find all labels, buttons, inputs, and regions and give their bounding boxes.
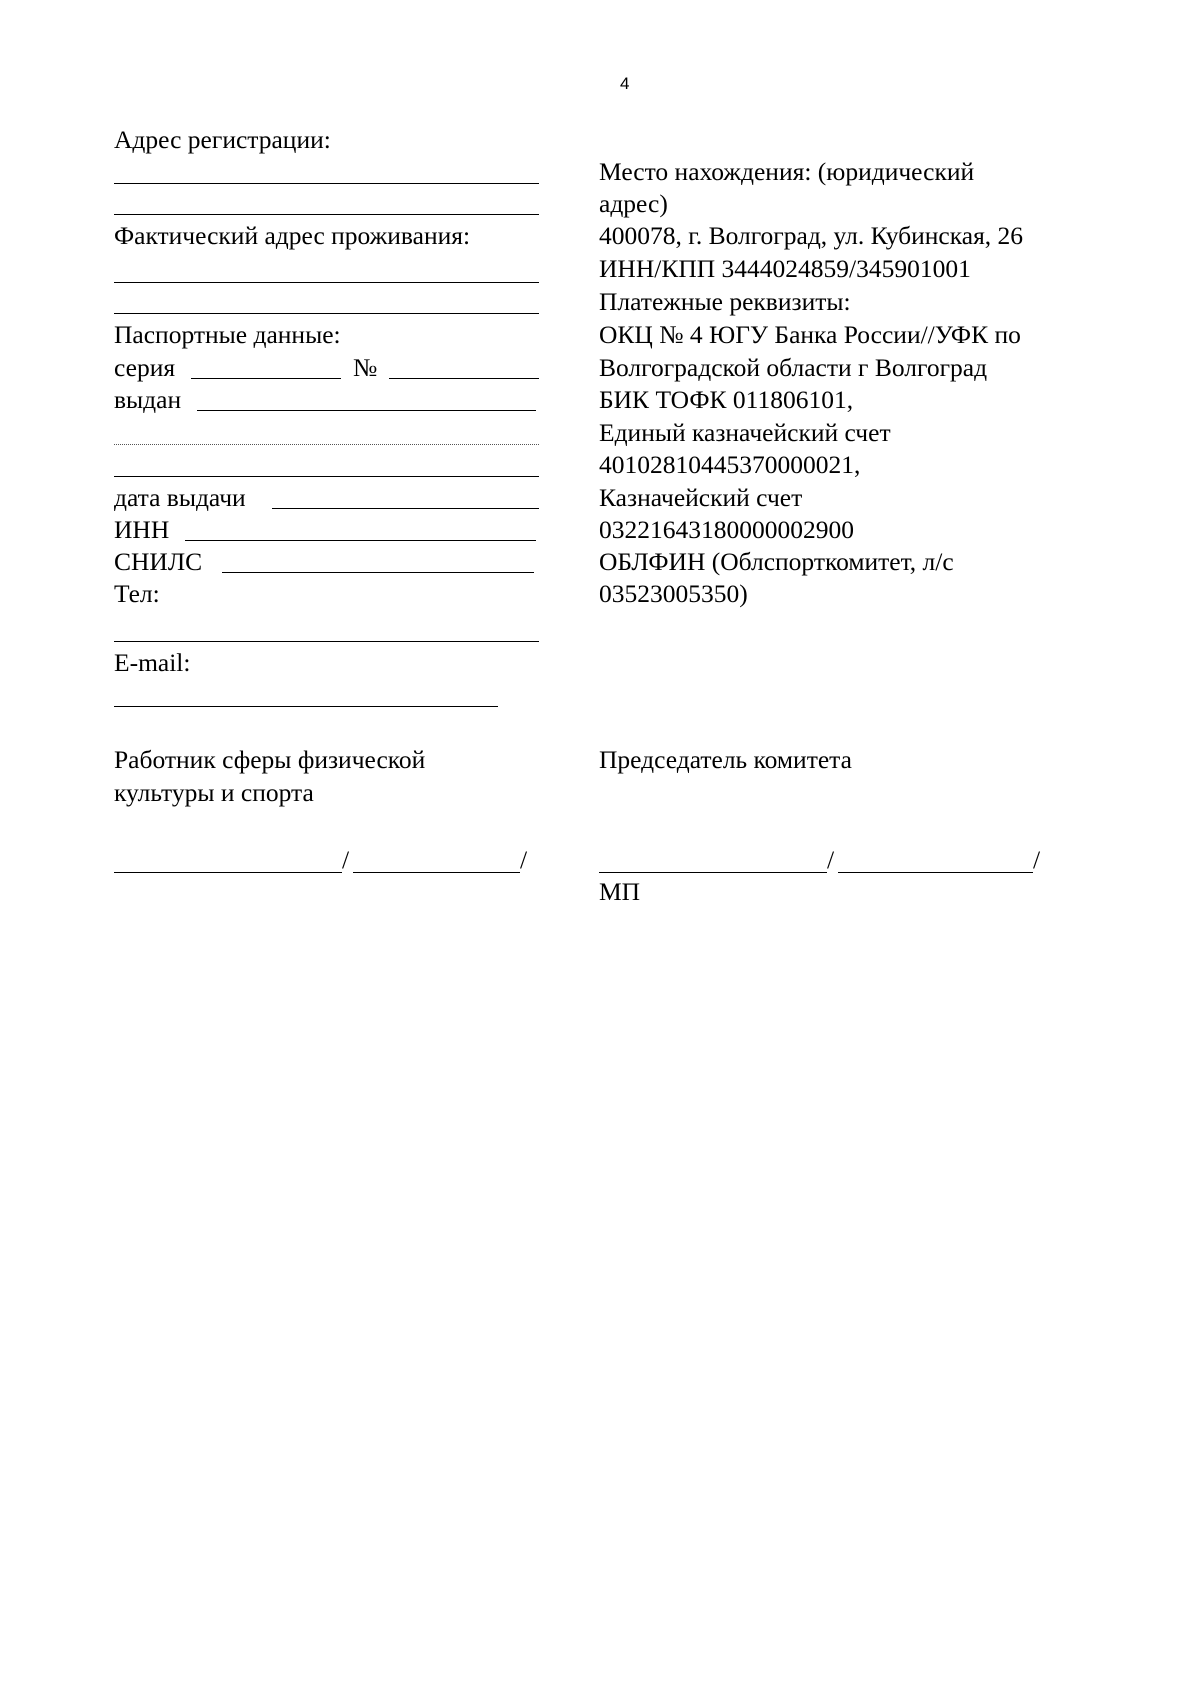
email-field-rule (114, 706, 498, 707)
worker-signature-rule (114, 872, 342, 873)
right-line-1: Место нахождения: (юридический (599, 157, 975, 186)
right-line-6: ОКЦ № 4 ЮГУ Банка России//УФК по (599, 320, 1021, 349)
email-label: E-mail: (114, 648, 191, 677)
series-label: серия (114, 353, 176, 382)
right-line-14: 03523005350) (599, 579, 748, 608)
worker-signature-slash-2: / (520, 845, 528, 874)
right-line-4: ИНН/КПП 3444024859/345901001 (599, 254, 971, 283)
right-line-12: 03221643180000002900 (599, 515, 854, 544)
right-line-7: Волгоградской области г Волгоград (599, 353, 988, 382)
snils-label: СНИЛС (114, 547, 203, 576)
reg-address-label: Адрес регистрации: (114, 125, 331, 154)
inn-label: ИНН (114, 515, 170, 544)
issued-field-rule (197, 410, 536, 411)
issue-date-rule (272, 508, 539, 509)
stamp-label: МП (599, 877, 641, 906)
inn-field-rule (185, 540, 536, 541)
phone-field-rule (114, 641, 539, 642)
reg-address-rule-1 (114, 183, 539, 184)
right-line-2: адрес) (599, 189, 668, 218)
right-line-9: Единый казначейский счет (599, 418, 891, 447)
issued-rule-3 (114, 476, 539, 477)
right-line-11: Казначейский счет (599, 483, 803, 512)
snils-field-rule (222, 572, 534, 573)
chairman-signature-slash-2: / (1033, 845, 1041, 874)
worker-title-line-1: Работник сферы физической (114, 745, 426, 774)
chairman-signature-slash-1: / (827, 845, 835, 874)
worker-title-line-2: культуры и спорта (114, 778, 314, 807)
passport-number-rule (389, 378, 539, 379)
series-field-rule (191, 378, 341, 379)
issued-rule-2 (114, 444, 539, 445)
reg-address-rule-2 (114, 214, 539, 215)
passport-series-line (114, 352, 175, 384)
actual-address-rule-1 (114, 282, 539, 283)
chairman-signature-rule (599, 872, 827, 873)
worker-signature-slash-1: / (342, 845, 350, 874)
page-number: 4 (620, 74, 630, 93)
right-line-8: БИК ТОФК 011806101, (599, 385, 854, 414)
chairman-name-rule (838, 872, 1033, 873)
issued-label: выдан (114, 385, 182, 414)
passport-label: Паспортные данные: (114, 320, 341, 349)
phone-label: Тел: (114, 579, 160, 608)
right-line-10: 40102810445370000021, (599, 450, 861, 479)
number-sign: № (353, 353, 378, 382)
right-line-5: Платежные реквизиты: (599, 287, 851, 316)
worker-name-rule (353, 872, 520, 873)
actual-address-rule-2 (114, 313, 539, 314)
right-line-13: ОБЛФИН (Облспорткомитет, л/с (599, 547, 954, 576)
issue-date-label: дата выдачи (114, 483, 246, 512)
actual-address-label: Фактический адрес проживания: (114, 221, 471, 250)
chairman-title: Председатель комитета (599, 745, 852, 774)
right-line-3: 400078, г. Волгоград, ул. Кубинская, 26 (599, 221, 1024, 250)
